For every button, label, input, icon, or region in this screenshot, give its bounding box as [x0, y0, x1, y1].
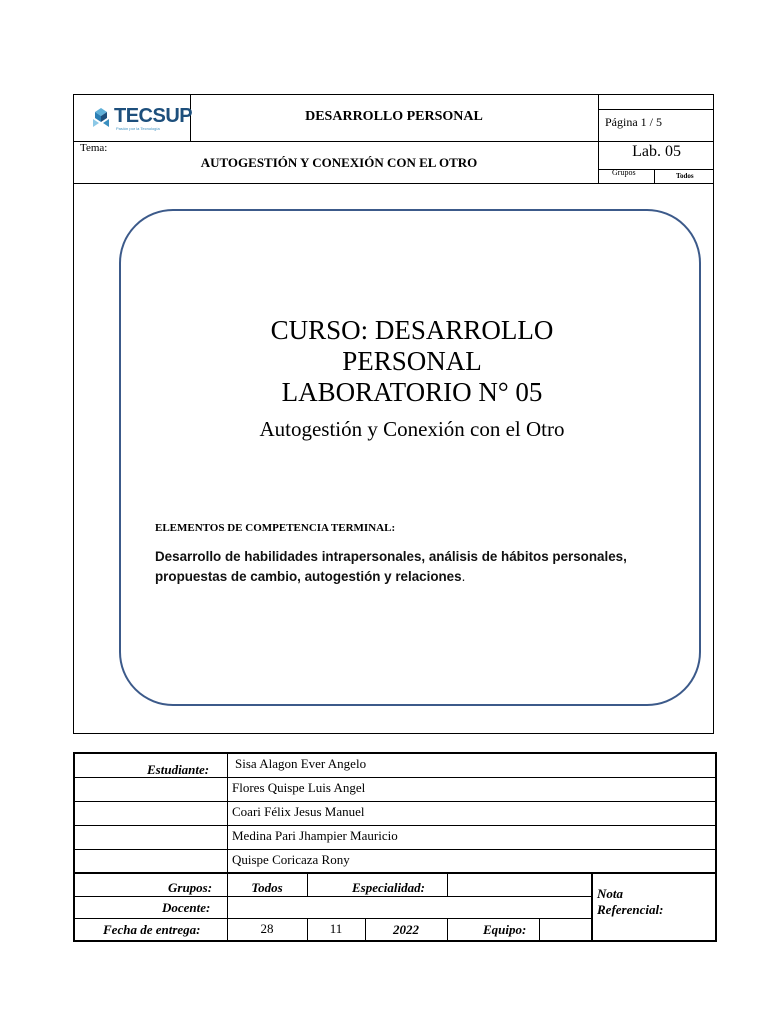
cover-title-line2: PERSONAL — [342, 346, 482, 376]
row-line — [75, 801, 715, 802]
tema-label: Tema: — [80, 142, 108, 154]
tecsup-logo — [90, 106, 192, 131]
student-name: Coari Félix Jesus Manuel — [232, 804, 365, 819]
tema-value: AUTOGESTIÓN Y CONEXIÓN CON EL OTRO — [200, 155, 478, 170]
row-line — [75, 896, 591, 897]
cover-box — [119, 209, 701, 706]
student-name: Flores Quispe Luis Angel — [232, 780, 366, 795]
grupos-label: Grupos: — [168, 880, 213, 895]
fecha-day: 28 — [260, 921, 274, 936]
col-line — [447, 874, 448, 896]
col-line — [539, 918, 540, 940]
row-line — [75, 849, 715, 850]
col-line — [307, 874, 308, 896]
row-line — [75, 918, 591, 919]
course-title: DESARROLLO PERSONAL — [305, 109, 483, 124]
estudiante-label: Estudiante: — [147, 762, 210, 777]
tecsup-logo-icon — [90, 107, 112, 129]
cover-title-line3: LABORATORIO N° 05 — [281, 377, 543, 407]
logo-cell — [74, 95, 193, 141]
docente-label: Docente: — [162, 900, 211, 915]
header-divider — [74, 141, 713, 142]
header-bottom-line — [74, 183, 713, 184]
fecha-month: 11 — [329, 921, 343, 936]
page-number: Página 1 / 5 — [605, 115, 662, 129]
competence-label: ELEMENTOS DE COMPETENCIA TERMINAL: — [155, 522, 396, 534]
grupos-header-label: Grupos — [612, 168, 636, 177]
fecha-year: 2022 — [393, 922, 419, 937]
grupos-cell-divider — [654, 169, 655, 183]
grupos-value: Todos — [251, 880, 283, 895]
row-line — [75, 825, 715, 826]
cover-title-line1: CURSO: DESARROLLO — [270, 315, 554, 345]
cover-title — [121, 315, 703, 408]
fecha-entrega-label: Fecha de entrega: — [103, 922, 201, 937]
label-column-line — [227, 754, 228, 940]
row-line-thick — [75, 872, 715, 874]
col-line — [447, 918, 448, 940]
competence-text-end: . — [461, 569, 466, 584]
page-cell-top-line — [598, 109, 713, 110]
especialidad-label: Especialidad: — [352, 880, 425, 895]
competence-text-body: Desarrollo de habilidades intrapersonales, análisis de hábitos personales, propuestas de cambio, autogestión y relaciones — [155, 549, 627, 584]
student-name: Sisa Alagon Ever Angelo — [235, 756, 367, 771]
competence-text — [155, 547, 685, 587]
cover-subtitle: Autogestión y Conexión con el Otro — [259, 417, 565, 441]
lab-number: Lab. 05 — [632, 143, 681, 160]
nota-label-line2: Referencial: — [597, 902, 664, 917]
nota-column-line — [591, 874, 593, 940]
student-info-table — [73, 752, 717, 942]
equipo-label: Equipo: — [483, 922, 527, 937]
nota-referencial-label — [597, 886, 663, 918]
student-name: Quispe Coricaza Rony — [232, 852, 350, 867]
logo-tagline: Pasión por la Tecnología — [116, 125, 160, 131]
header-frame — [73, 94, 714, 734]
grupos-header-value: Todos — [676, 172, 694, 180]
logo-wordmark: TECSUP — [114, 104, 193, 127]
nota-label-line1: Nota — [597, 886, 623, 901]
student-name: Medina Pari Jhampier Mauricio — [232, 828, 398, 843]
